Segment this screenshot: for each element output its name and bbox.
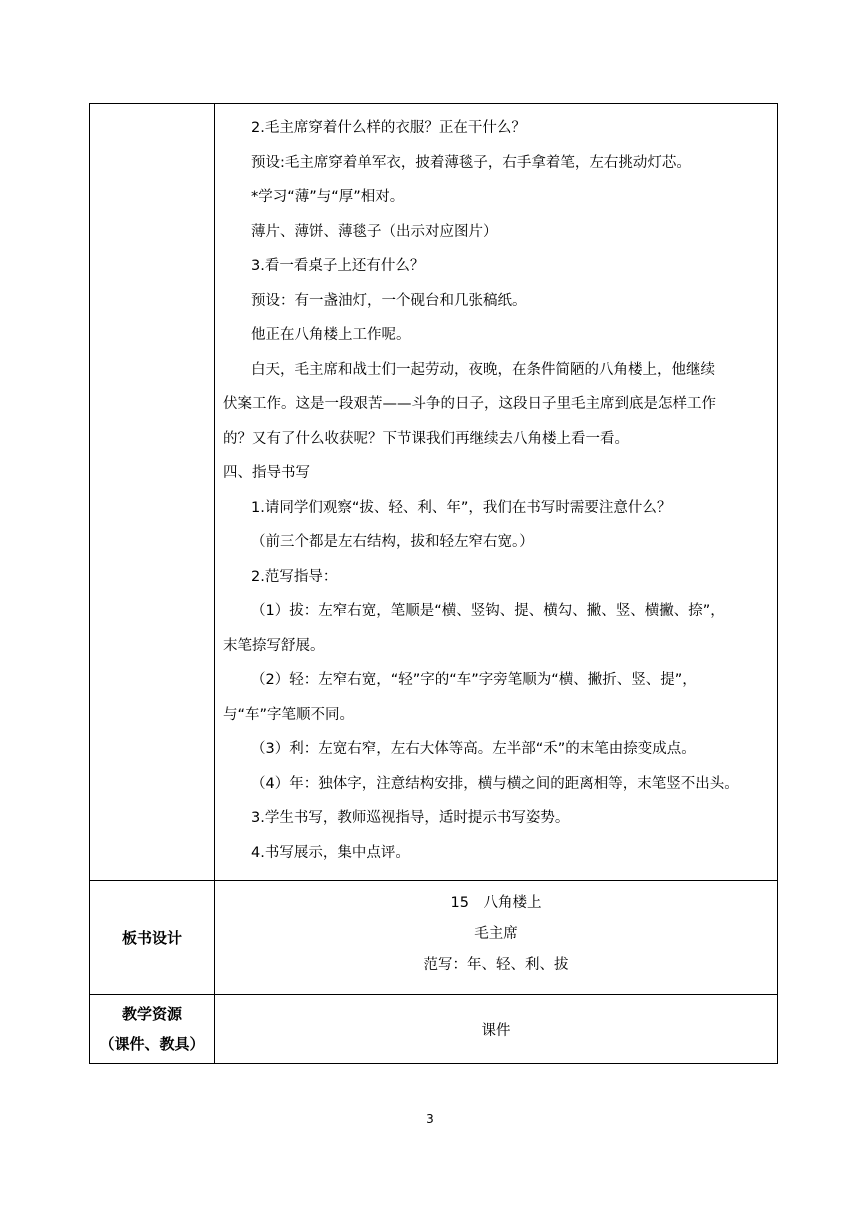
char-nian: （4）年：独体字，注意结构安排，横与横之间的距离相等，末笔竖不出头。 xyxy=(251,775,739,792)
char-qing-line-2: 与“车”字笔顺不同。 xyxy=(223,706,355,723)
board-title: 15 八角楼上 xyxy=(450,895,542,911)
vocab-note: *学习“薄”与“厚”相对。 xyxy=(251,189,405,205)
char-ba-line-1: （1）拔：左窄右宽，笔顺是“横、竖钩、提、横勾、撇、竖、横撇、捺”， xyxy=(251,603,725,619)
resources-label-line-2: （课件、教具） xyxy=(99,1035,205,1053)
process-label-cell xyxy=(90,104,215,881)
paragraph-line-2: 伏案工作。这是一段艰苦——斗争的日子，这段日子里毛主席到底是怎样工作 xyxy=(223,396,716,412)
writing-step-4: 4.书写展示，集中点评。 xyxy=(251,844,410,861)
summary-line: 他正在八角楼上工作呢。 xyxy=(251,327,411,343)
board-practice: 范写：年、轻、利、拔 xyxy=(423,957,569,973)
board-design-content xyxy=(215,881,778,995)
board-design-row xyxy=(90,881,778,995)
answer-3: 预设：有一盏油灯，一个砚台和几张稿纸。 xyxy=(251,292,527,309)
writing-step-1: 1.请同学们观察“拔、轻、利、年”，我们在书写时需要注意什么？ xyxy=(251,499,672,516)
paragraph-line-1: 白天，毛主席和战士们一起劳动，夜晚，在条件简陋的八角楼上，他继续 xyxy=(251,361,715,378)
section-heading-writing: 四、指导书写 xyxy=(223,465,310,481)
resources-label-line-1: 教学资源 xyxy=(121,1005,182,1023)
board-design-label: 板书设计 xyxy=(90,881,215,995)
resources-value: 课件 xyxy=(215,995,778,1064)
resources-label xyxy=(90,995,215,1064)
writing-step-1-note: （前三个都是左右结构，拔和轻左窄右宽。） xyxy=(251,534,534,550)
question-2: 2.毛主席穿着什么样的衣服？正在干什么？ xyxy=(251,120,526,136)
writing-step-2: 2.范写指导： xyxy=(251,568,338,585)
board-subject: 毛主席 xyxy=(474,926,518,942)
char-li: （3）利：左宽右窄，左右大体等高。左半部“禾”的末笔由捺变成点。 xyxy=(251,741,696,757)
vocab-examples: 薄片、薄饼、薄毯子（出示对应图片） xyxy=(251,223,498,240)
resources-row xyxy=(90,995,778,1064)
writing-step-3: 3.学生书写，教师巡视指导，适时提示书写姿势。 xyxy=(251,810,570,826)
process-row xyxy=(90,104,778,881)
answer-2: 预设:毛主席穿着单军衣，披着薄毯子，右手拿着笔，左右挑动灯芯。 xyxy=(251,154,691,171)
paragraph-line-3: 的？又有了什么收获呢？下节课我们再继续去八角楼上看一看。 xyxy=(223,430,629,447)
lesson-plan-table xyxy=(89,103,778,1064)
process-content-cell xyxy=(215,104,778,881)
char-ba-line-2: 末笔捺写舒展。 xyxy=(223,637,325,654)
question-3: 3.看一看桌子上还有什么？ xyxy=(251,258,425,274)
char-qing-line-1: （2）轻：左窄右宽，“轻”字的“车”字旁笔顺为“横、撇折、竖、提”， xyxy=(251,672,697,688)
page-number: 3 xyxy=(426,1112,434,1126)
